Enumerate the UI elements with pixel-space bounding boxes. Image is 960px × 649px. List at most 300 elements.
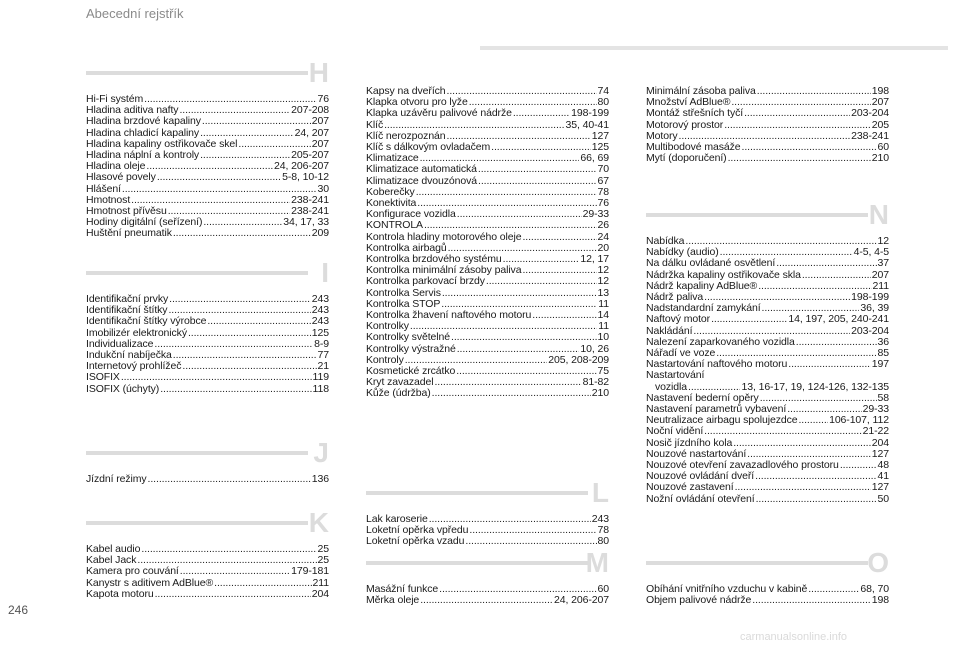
dot-leader (711, 314, 787, 325)
index-entry-list (86, 544, 329, 600)
dot-leader (148, 474, 311, 485)
index-term: Kontrolka STOP (366, 297, 441, 310)
index-page-ref: 204 (311, 587, 329, 600)
index-term: Hladina náplní a kontroly (86, 149, 200, 162)
index-term: Klimatizace dvouzónová (366, 174, 478, 187)
index-page-ref: 78 (597, 185, 609, 198)
index-page-ref: 207-208 (291, 104, 329, 117)
dot-leader (173, 350, 317, 361)
index-page-ref: 81-82 (582, 376, 609, 389)
index-term: Kamera pro couvání (86, 565, 179, 578)
dot-leader (160, 384, 311, 395)
index-term: Klapka uzávěru palivové nádrže (366, 107, 512, 120)
index-term: Huštění pneumatik (86, 227, 172, 240)
section-letter-band (366, 547, 609, 578)
index-term: Kontrolka airbagů (366, 241, 447, 254)
dot-leader (733, 438, 871, 449)
index-page-ref: 205-207 (291, 149, 329, 162)
index-entry-list (366, 584, 609, 606)
index-entry (86, 384, 329, 395)
index-page-ref: 24, 207 (294, 126, 329, 139)
section-letter-band (646, 199, 889, 230)
index-term: Kůže (údržba) (366, 387, 431, 400)
index-entry (86, 589, 329, 600)
section-letter-band (646, 547, 889, 578)
index-page-ref: 106-107, 112 (829, 414, 889, 427)
index-page-ref: 198-199 (571, 107, 609, 120)
index-section-continued (366, 86, 609, 400)
index-page-ref: 68, 70 (860, 583, 889, 595)
section-letter: K (308, 507, 329, 538)
dot-leader (203, 217, 282, 228)
section-letter: J (313, 437, 329, 468)
index-page-ref: 24, 206-207 (554, 594, 609, 607)
section-letter-band (86, 257, 329, 288)
dot-leader (742, 142, 877, 153)
index-section-l (366, 477, 609, 548)
dot-leader (465, 536, 596, 547)
dot-leader (486, 276, 597, 287)
dot-leader (121, 372, 312, 383)
index-entry-list (646, 584, 889, 606)
index-page-ref: 36 (877, 335, 889, 348)
index-term: Měrka oleje (366, 594, 420, 607)
index-term: Hmotnost přívěsu (86, 205, 167, 218)
index-entry (366, 595, 609, 606)
index-term: Hladina kapaliny ostřikovače skel (86, 137, 238, 150)
index-term: Klíč nerozpoznán (366, 129, 446, 142)
dot-leader (420, 595, 553, 606)
section-letter-band (86, 507, 329, 538)
index-page-ref: 179-181 (291, 565, 329, 578)
index-page-ref: 127 (871, 481, 889, 494)
index-term: Hladina oleje (86, 160, 146, 173)
index-term: Kontrolky výstražné (366, 342, 456, 355)
index-term: Kapsy na dveřích (366, 85, 446, 97)
index-page-ref: 48 (877, 459, 889, 472)
index-term: Kabel Jack (86, 554, 137, 567)
index-page-ref: 243 (591, 513, 609, 525)
dot-leader (424, 220, 597, 231)
index-page-ref: 118 (312, 382, 329, 395)
dot-leader (188, 328, 311, 339)
index-section-j (86, 437, 329, 485)
index-term: Masážní funkce (366, 583, 439, 595)
index-page-ref: 211 (312, 576, 329, 589)
dot-leader (451, 332, 597, 343)
index-page-ref: 78 (597, 524, 609, 537)
index-page-ref: 70 (597, 163, 609, 176)
index-term: Kapota motoru (86, 587, 154, 600)
index-entry (86, 228, 329, 239)
dot-leader (728, 153, 871, 164)
index-page-ref: 238-241 (291, 205, 329, 218)
index-term: Nádržka kapaliny ostřikovače skla (646, 268, 801, 281)
section-letter-band (86, 437, 329, 468)
index-term: Kontrolka brzdového systému (366, 253, 502, 266)
index-page-ref: 37 (877, 257, 889, 270)
section-letter: O (867, 547, 889, 578)
dot-leader (532, 310, 596, 321)
index-entry-list (646, 236, 889, 505)
index-term: Internetový prohlížeč (86, 360, 182, 373)
index-term: vozidla (655, 380, 687, 393)
index-page-ref: 12 (597, 264, 609, 277)
index-entry (86, 372, 329, 383)
index-entry-list (86, 94, 329, 240)
section-letter: I (321, 257, 329, 288)
index-page-ref: 210 (871, 152, 889, 165)
index-page-ref: 197 (871, 358, 889, 371)
index-entry-list (366, 86, 609, 400)
dot-leader (808, 584, 859, 595)
dot-leader (478, 176, 596, 187)
index-page-ref: 75 (597, 365, 609, 378)
index-entry-list (366, 514, 609, 548)
index-page-ref: 207 (871, 96, 889, 109)
section-letter: N (868, 199, 889, 230)
index-term: Nabídky (audio) (646, 246, 719, 259)
index-term: Naftový motor (646, 313, 711, 326)
index-term: Hlasové povely (86, 171, 156, 184)
index-section-n (646, 199, 889, 505)
index-entry (646, 482, 889, 493)
index-term: Kontrolky (366, 320, 409, 333)
index-page-ref: 80 (597, 535, 609, 548)
index-term: Hlášení (86, 182, 121, 195)
index-term: Kryt zavazadel (366, 376, 434, 389)
index-page-ref: 136 (311, 473, 329, 485)
index-entry (86, 361, 329, 372)
index-term: Konfigurace vozidla (366, 208, 456, 221)
index-term: Klíč (366, 118, 384, 131)
index-term: Hi-Fi systém (86, 93, 144, 105)
section-letter-band (366, 477, 609, 508)
index-page-ref: 12, 17 (580, 253, 609, 266)
index-term: Hodiny digitální (seřízení) (86, 216, 203, 229)
index-term: Hmotnost (86, 193, 131, 206)
index-page-ref: 77 (317, 349, 329, 362)
index-term: Mytí (doporučení) (646, 152, 727, 165)
section-divider-bar (646, 213, 868, 217)
index-page-ref: 25 (317, 554, 329, 567)
section-divider-bar (366, 561, 588, 565)
index-page-ref: 14, 197, 205, 240-241 (788, 313, 889, 326)
index-term: Kosmetické zrcátko (366, 365, 456, 378)
index-term: Motorový prostor (646, 118, 724, 131)
section-divider-bar (86, 451, 308, 455)
index-term: Na dálku ovládané osvětlení (646, 257, 776, 270)
index-page-ref: 60 (877, 141, 889, 154)
index-page-ref: 58 (877, 391, 889, 404)
dot-leader (469, 525, 596, 536)
page-header-title: Abecední rejstřík (86, 6, 184, 21)
index-term: Loketní opěrka vzadu (366, 535, 465, 548)
index-entry (86, 316, 329, 327)
index-entry (366, 164, 609, 175)
index-column-1 (86, 57, 329, 620)
dot-leader (724, 120, 871, 131)
index-entry (86, 566, 329, 577)
dot-leader (169, 294, 311, 305)
index-term: Nastavení parametrů vybavení (646, 403, 787, 416)
index-page-ref: 4-5, 4-5 (853, 246, 889, 259)
index-term: Nádrž kapaliny AdBlue® (646, 279, 758, 292)
index-term: Nouzové zastavení (646, 481, 734, 494)
index-term: Nouzové otevření zavazadlového prostoru (646, 459, 839, 472)
index-term: Kontrolka parkovací brzdy (366, 275, 485, 288)
dot-leader (757, 86, 871, 97)
index-page-ref: 12 (597, 275, 609, 288)
index-page-ref: 60 (597, 583, 609, 595)
index-term: Nabídka (646, 235, 685, 247)
index-page-ref: 243 (311, 293, 329, 305)
section-divider-bar (86, 71, 308, 75)
index-entry (366, 276, 609, 287)
index-page-ref: 203-204 (851, 107, 889, 120)
dot-leader (522, 265, 596, 276)
section-letter-band (86, 57, 329, 88)
dot-leader (731, 97, 870, 108)
dot-leader (522, 232, 596, 243)
index-page-ref: 204 (871, 436, 889, 449)
index-page-ref: 67 (597, 174, 609, 187)
index-page-ref: 243 (311, 304, 329, 317)
index-term: Konektivita (366, 197, 417, 210)
index-term: Nastartování naftového motoru (646, 358, 788, 371)
dot-leader (202, 116, 311, 127)
index-page-ref: 198-199 (851, 291, 889, 304)
dot-leader (704, 426, 861, 437)
index-term: Kabel audio (86, 543, 141, 555)
index-page-ref: 20 (597, 241, 609, 254)
index-entry (646, 258, 889, 269)
index-term: Nouzové nastartování (646, 447, 747, 460)
index-term: Individualizace (86, 337, 154, 350)
section-letter: H (308, 57, 329, 88)
dot-leader (755, 471, 876, 482)
index-term: Nalezení zaparkovaného vozidla (646, 335, 795, 348)
index-page-ref: 198 (871, 85, 889, 97)
index-page-ref: 35, 40-41 (565, 118, 609, 131)
index-section-continued (646, 86, 889, 164)
index-term: Objem palivové nádrže (646, 594, 752, 607)
index-page-ref: 76 (597, 197, 609, 210)
dot-leader (434, 377, 581, 388)
index-term: Identifikační štítky výrobce (86, 315, 207, 328)
index-page-ref: 30 (317, 182, 329, 195)
header-divider (480, 46, 948, 50)
dot-leader (802, 270, 871, 281)
index-term: Kontroly (366, 353, 404, 366)
index-page-ref: 85 (877, 347, 889, 360)
index-term: Identifikační prvky (86, 293, 169, 305)
dot-leader (756, 494, 877, 505)
index-term: Jízdní režimy (86, 473, 147, 485)
index-page-ref: 29-33 (862, 403, 889, 416)
index-page-ref: 205, 208-209 (548, 353, 609, 366)
index-term: Montáž střešních tyčí (646, 107, 744, 120)
section-divider-bar (366, 491, 588, 495)
index-entry (86, 172, 329, 183)
index-term: Obíhání vnitřního vzduchu v kabině (646, 583, 808, 595)
dot-leader (752, 595, 870, 606)
dot-leader (456, 366, 596, 377)
index-column-3 (646, 60, 889, 620)
dot-leader (442, 288, 597, 299)
index-page-ref: 21-22 (862, 425, 889, 438)
dot-leader (798, 415, 828, 426)
index-page-ref: 211 (872, 279, 889, 292)
index-term: ISOFIX (úchyty) (86, 382, 160, 395)
index-term: Nakládání (646, 324, 693, 337)
index-entry (646, 314, 889, 325)
dot-leader (214, 578, 311, 589)
index-page-ref: 14 (597, 309, 609, 322)
dot-leader (478, 164, 597, 175)
index-page-ref: 205 (871, 118, 889, 131)
index-entry (646, 108, 889, 119)
index-term: Identifikační štítky (86, 304, 168, 317)
index-entry-list (86, 474, 329, 485)
index-page-ref: 10, 26 (580, 342, 609, 355)
index-page-ref: 10 (597, 331, 609, 344)
index-term: KONTROLA (366, 219, 423, 232)
index-term: Lak karoserie (366, 513, 428, 525)
index-page-ref: 125 (311, 326, 329, 339)
index-term: Minimální zásoba paliva (646, 85, 756, 97)
index-entry (86, 116, 329, 127)
dot-leader (457, 209, 582, 220)
index-entry (366, 220, 609, 231)
index-page-ref: 41 (877, 470, 889, 483)
dot-leader (157, 172, 281, 183)
index-entry (366, 108, 609, 119)
index-section-k (86, 507, 329, 600)
index-page-ref: 24 (597, 230, 609, 243)
index-term: Klimatizace (366, 152, 419, 165)
index-page-ref: 127 (591, 129, 609, 142)
index-term: Klíč s dálkovým ovladačem (366, 141, 491, 154)
index-term: Nouzové ovládání dveří (646, 470, 755, 483)
index-page-ref: 76 (317, 93, 329, 105)
index-page-ref: 5-8, 10-12 (282, 171, 329, 184)
index-entry (366, 536, 609, 547)
index-term: Klapka otvoru pro lyže (366, 96, 468, 109)
index-page-ref: 12 (877, 235, 889, 247)
dot-leader (796, 337, 877, 348)
index-page-ref: 209 (311, 227, 329, 240)
index-term: Hladina brzdové kapaliny (86, 115, 201, 128)
dot-leader (432, 388, 591, 399)
index-entry (646, 370, 889, 381)
index-column-2 (366, 60, 609, 620)
index-section-m (366, 547, 609, 607)
dot-leader (735, 482, 871, 493)
page-number: 246 (8, 603, 29, 617)
dot-leader (447, 86, 597, 97)
index-page-ref: 80 (597, 96, 609, 109)
index-section-o (646, 547, 889, 607)
index-page-ref: 125 (591, 141, 609, 154)
section-divider-bar (646, 561, 868, 565)
index-entry-list (646, 86, 889, 164)
index-term: Množství AdBlue® (646, 96, 731, 109)
index-term: Motory (646, 129, 678, 142)
index-term: Nádrž paliva (646, 291, 704, 304)
index-term: Nářadí ve voze (646, 347, 716, 360)
index-term: Loketní opěrka vpředu (366, 524, 469, 537)
index-entry (646, 153, 889, 164)
index-entry (86, 474, 329, 485)
dot-leader (776, 258, 876, 269)
dot-leader (744, 108, 850, 119)
index-page-ref: 207 (311, 115, 329, 128)
index-term: Nastartování (646, 369, 705, 382)
index-page-ref: 11 (598, 320, 609, 333)
index-page-ref: 74 (597, 85, 609, 97)
index-page-ref: 26 (597, 219, 609, 232)
dot-leader (788, 359, 871, 370)
index-page-ref: 243 (311, 315, 329, 328)
index-page-ref: 66, 69 (580, 152, 609, 165)
index-page-ref: 29-33 (582, 208, 609, 221)
dot-leader (122, 184, 317, 195)
index-page-ref: 119 (312, 371, 329, 384)
index-page-ref: 210 (591, 387, 609, 400)
index-page-ref: 238-241 (851, 129, 889, 142)
index-page-ref: 8-9 (314, 337, 329, 350)
index-page-ref: 36, 39 (860, 302, 889, 315)
dot-leader (182, 361, 316, 372)
dot-leader (141, 544, 316, 555)
dot-leader (840, 460, 877, 471)
index-page-ref: 207 (871, 268, 889, 281)
footer-watermark: carmanualsonline.info (740, 631, 848, 643)
index-term: Kontrola hladiny motorového oleje (366, 230, 522, 243)
index-page-ref: 11 (598, 297, 609, 310)
index-term: Multibodové masáže (646, 141, 741, 154)
dot-leader (513, 108, 570, 119)
index-term: Neutralizace airbagu spolujezdce (646, 414, 798, 427)
index-term: Kontrolka minimální zásoby paliva (366, 264, 522, 277)
index-term: Kontrolka žhavení naftového motoru (366, 309, 532, 322)
index-page-ref: 34, 17, 33 (283, 216, 329, 229)
index-entry (366, 332, 609, 343)
index-page-ref: 21 (317, 360, 329, 373)
index-page-ref: 13, 16-17, 19, 124-126, 132-135 (741, 380, 889, 393)
index-page-ref: 203-204 (851, 324, 889, 337)
index-term: Kontrolky světelné (366, 331, 450, 344)
dot-leader (416, 187, 597, 198)
index-section-h (86, 57, 329, 240)
section-letter: L (591, 477, 609, 508)
section-divider-bar (86, 271, 308, 275)
section-letter: M (585, 547, 609, 578)
index-term: Nadstandardní zamykání (646, 302, 761, 315)
index-term: ISOFIX (86, 371, 120, 384)
index-section-i (86, 257, 329, 395)
index-entry (646, 595, 889, 606)
index-term: Nožní ovládání otevření (646, 492, 755, 505)
index-term: Hladina aditiva nafty (86, 104, 179, 117)
dot-leader (180, 566, 290, 577)
index-entry (646, 426, 889, 437)
section-divider-bar (86, 521, 308, 525)
index-term: Kanystr s aditivem AdBlue® (86, 576, 214, 589)
index-page-ref: 50 (877, 492, 889, 505)
index-term: Nosič jízdního kola (646, 436, 733, 449)
